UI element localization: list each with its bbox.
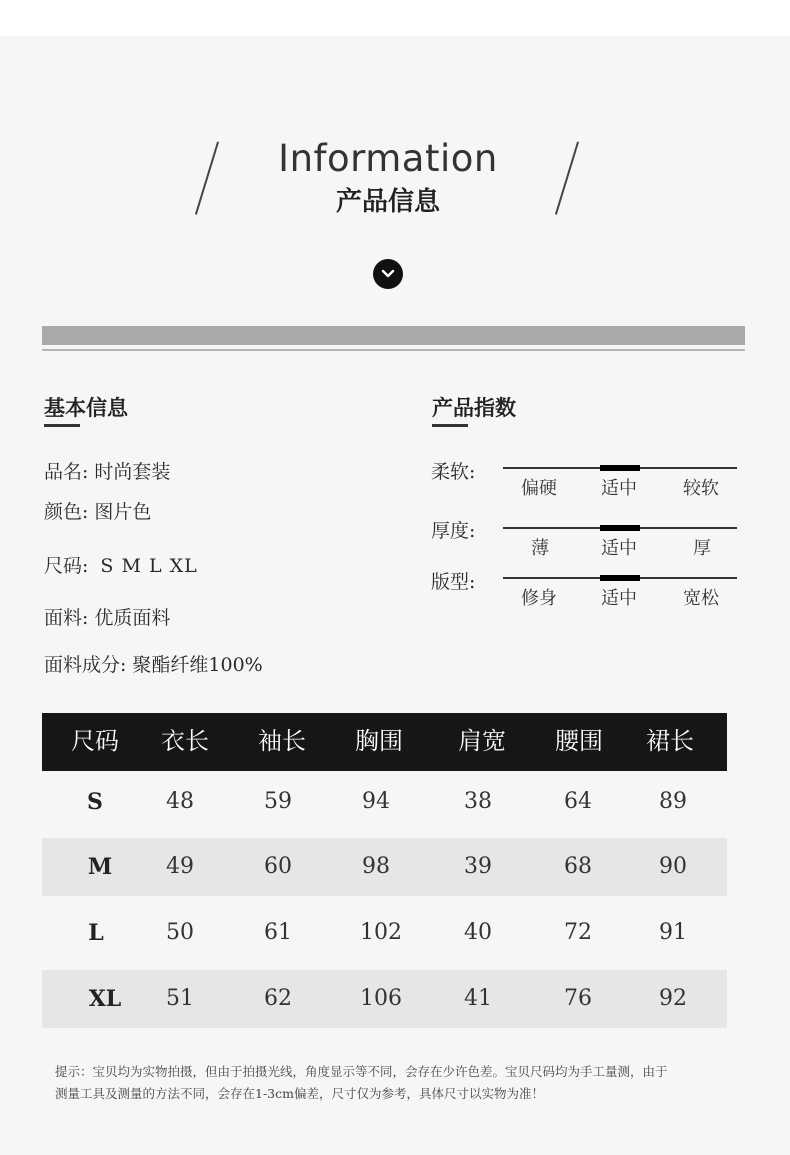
info-value: 优质面料 [94,607,171,629]
table-cell: 72 [564,920,592,945]
index-label-softness: 柔软: [431,461,476,483]
col-header-skirt-length: 裙长 [646,727,694,755]
title-chinese: 产品信息 [335,187,440,217]
thickness-option-medium: 适中 [601,538,637,559]
table-cell: 60 [264,854,292,879]
col-header-shoulder: 肩宽 [458,727,506,755]
table-cell: 51 [166,986,194,1011]
table-cell: 48 [166,789,194,814]
table-cell: 50 [166,920,194,945]
info-value: S M L XL [100,555,198,577]
info-label: 面料成分: [44,654,127,676]
info-value: 聚酯纤维100% [132,654,263,676]
fit-option-loose: 宽松 [683,588,719,609]
info-row-size [44,551,198,578]
index-label-thickness: 厚度: [431,520,476,542]
softness-scale-marker [600,465,640,471]
gray-band [42,326,745,345]
product-index-title: 产品指数 [432,396,516,420]
softness-option-medium: 适中 [601,478,637,499]
basic-info-title: 基本信息 [44,396,128,420]
table-cell: L [88,920,104,946]
band-underline [42,349,745,351]
info-label: 颜色: [44,501,89,523]
info-value: 时尚套装 [94,461,171,483]
table-cell: 94 [362,789,390,814]
table-row [42,773,727,831]
table-cell: 39 [464,854,492,879]
table-cell: 38 [464,789,492,814]
fit-option-medium: 适中 [601,588,637,609]
info-label: 品名: [44,461,89,483]
table-cell: 40 [464,920,492,945]
index-label-fit: 版型: [431,571,476,593]
thickness-option-thick: 厚 [693,538,711,559]
thickness-scale-marker [600,525,640,531]
table-cell: 92 [659,986,687,1011]
table-cell: 90 [659,854,687,879]
info-row-color [44,497,151,524]
col-header-sleeve: 袖长 [258,727,306,755]
col-header-size: 尺码 [71,727,119,755]
table-row [42,970,727,1028]
table-cell: 61 [264,920,292,945]
table-cell: 41 [464,986,492,1011]
info-row-fabric [44,603,170,630]
softness-option-hard: 偏硬 [521,478,557,499]
fit-scale-marker [600,575,640,581]
col-header-length: 衣长 [161,727,209,755]
table-cell: XL [88,986,122,1012]
softness-option-soft: 较软 [683,478,719,499]
info-row-name [44,457,170,484]
col-header-waist: 腰围 [555,727,603,755]
thickness-option-thin: 薄 [531,538,549,559]
note-line-2: 测量工具及测量的方法不同，会存在1-3cm偏差，尺寸仅为参考，具体尺寸以实物为准！ [55,1086,544,1101]
product-index-underline [432,424,468,427]
table-cell: 62 [264,986,292,1011]
size-table-header [42,713,727,771]
info-value: 图片色 [94,501,152,523]
info-label: 面料: [44,607,89,629]
table-cell: 59 [264,789,292,814]
table-cell: 91 [659,920,687,945]
table-cell: 89 [659,789,687,814]
table-row [42,904,727,962]
col-header-bust: 胸围 [355,727,403,755]
table-cell: 102 [360,920,402,945]
table-cell: 64 [564,789,592,814]
disclaimer-note [55,1061,735,1105]
table-cell: 76 [564,986,592,1011]
title-english: Information [278,137,498,180]
basic-info-underline [44,424,80,427]
table-cell: S [87,789,103,815]
table-cell: 106 [360,986,402,1011]
table-row [42,838,727,896]
info-row-composition [44,650,263,677]
chevron-down-icon [373,259,403,289]
info-label: 尺码: [44,555,89,577]
table-cell: 68 [564,854,592,879]
fit-option-slim: 修身 [521,588,557,609]
note-line-1: 提示：宝贝均为实物拍摄，但由于拍摄光线，角度显示等不同，会存在少许色差。宝贝尺码均为手工量测，由于 [55,1064,668,1079]
table-cell: 49 [166,854,194,879]
table-cell: M [87,854,113,880]
table-cell: 98 [362,854,390,879]
